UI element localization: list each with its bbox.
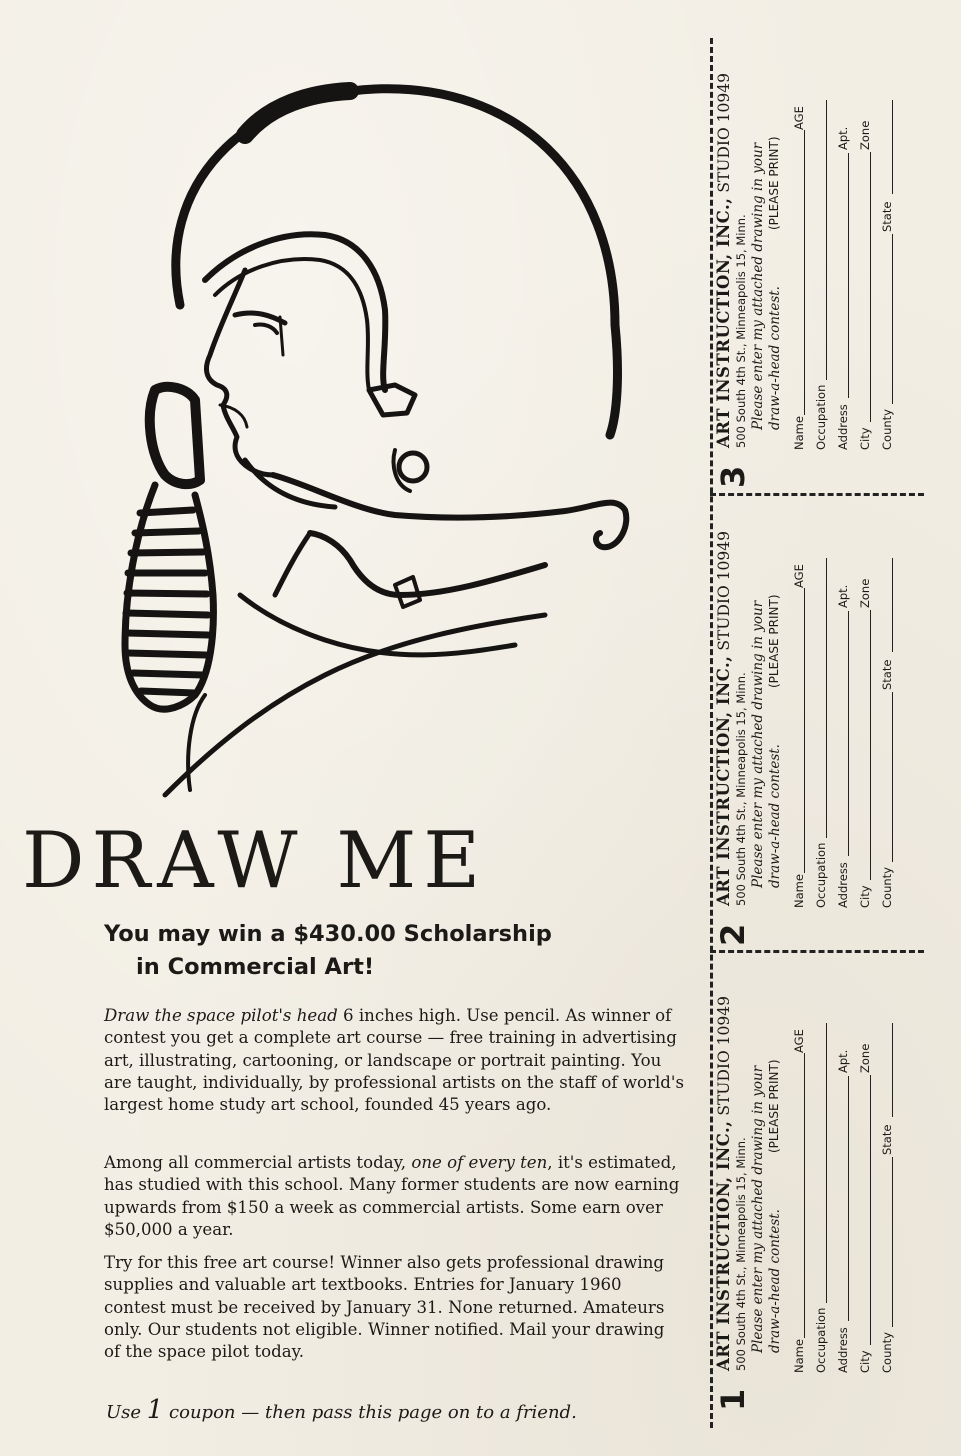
field-row-city[interactable] [856,100,874,450]
field-row-name[interactable] [790,1023,808,1373]
body-paragraph-2 [104,1152,684,1241]
ear-disc [399,453,427,481]
field-row-city[interactable] [856,1023,874,1373]
city-field[interactable] [870,610,871,880]
coupon-address: 500 South 4th St., Minneapolis 15, Minn. [734,214,748,448]
address-field[interactable] [848,611,849,856]
field-row-occupation[interactable] [812,1023,830,1373]
city-field[interactable] [870,1075,871,1345]
subheadline-line-1: You may win a $430.00 Scholarship [104,921,552,947]
body-paragraph-1 [104,1005,684,1116]
coupon-company: ART INSTRUCTION, INC., STUDIO 10949 [714,73,733,448]
p1-italic-lead: Draw the space pilot's head [104,1006,338,1025]
zone-label: Zone [858,578,872,608]
address-label: Address [836,862,850,908]
p1-text: 6 inches high. Use pencil. As winner of contest you get a complete art course — free training in advertising art, illustrating, cartooning, or landscape or portrait painting. You are taught, individually, by professional artists on the staff of world's largest home study art school, founded 45 years ago. [104,1006,684,1115]
state-label: State [880,201,894,232]
footer-use: Use [106,1402,147,1423]
coupon-2[interactable] [714,496,924,948]
occupation-label: Occupation [814,842,828,908]
state-field[interactable] [892,100,893,194]
name-label: Name [792,874,806,908]
body-paragraph-3: Try for this free art course! Winner also gets professional drawing supplies and valuable art textbooks. Entries for January 1960 contest must be received by January 31. None returned. Amateurs only. Our students not eligible. Winner notified. Mail your drawing of the space pilot today. [104,1253,665,1362]
name-field[interactable] [804,130,805,415]
address-field[interactable] [848,153,849,398]
oxygen-mask [150,387,200,484]
coupon-1[interactable] [714,953,924,1413]
state-field[interactable] [892,1023,893,1117]
age-label: AGE [792,1029,806,1053]
field-row-occupation[interactable] [812,100,830,450]
occupation-field[interactable] [826,100,827,380]
name-field[interactable] [804,1053,805,1338]
coupon-entry-line-1: Please enter my attached drawing in your [750,600,766,888]
county-field[interactable] [892,234,893,404]
coupon-entry-line-2: draw-a-head contest. (PLEASE PRINT) [767,594,783,888]
coupon-entry-line-1: Please enter my attached drawing in your [750,142,766,430]
space-pilot-illustration [95,55,665,815]
coupon-number: 3 [714,465,752,488]
address-label: Address [836,1327,850,1373]
city-label: City [858,885,872,908]
occupation-label: Occupation [814,1307,828,1373]
address-field[interactable] [848,1076,849,1321]
field-row-occupation[interactable] [812,558,830,908]
occupation-label: Occupation [814,384,828,450]
apt-label: Apt. [836,1049,850,1073]
coupon-3[interactable] [714,38,924,490]
name-label: Name [792,1339,806,1373]
county-field[interactable] [892,692,893,862]
coupon-entry-line-2: draw-a-head contest. (PLEASE PRINT) [767,1059,783,1353]
p2-italic: one of every ten [411,1153,548,1172]
footer-rest: coupon — then pass this page on to a friend. [163,1402,577,1423]
city-field[interactable] [870,152,871,422]
face-profile [206,270,273,475]
name-label: Name [792,416,806,450]
county-field[interactable] [892,1157,893,1327]
occupation-field[interactable] [826,558,827,838]
field-row-address[interactable] [834,558,852,908]
occupation-field[interactable] [826,1023,827,1303]
apt-label: Apt. [836,126,850,150]
state-label: State [880,659,894,690]
zone-label: Zone [858,1043,872,1073]
p2-after: , it's estimated, has studied with this school. Many former students are now earning upwards from $150 a week as commercial artists. Some earn over $50,000 a year. [104,1153,680,1239]
field-row-county[interactable] [878,558,896,908]
coupon-number: 2 [714,923,752,946]
footer-line [106,1395,686,1425]
county-label: County [880,1332,894,1373]
headline: DRAW ME [22,816,488,906]
field-row-name[interactable] [790,100,808,450]
field-row-city[interactable] [856,558,874,908]
cut-line-vertical [710,38,713,1428]
county-label: County [880,409,894,450]
state-field[interactable] [892,558,893,652]
name-field[interactable] [804,588,805,873]
field-row-county[interactable] [878,1023,896,1373]
field-row-address[interactable] [834,1023,852,1373]
age-label: AGE [792,106,806,130]
coupon-address: 500 South 4th St., Minneapolis 15, Minn. [734,1137,748,1371]
city-label: City [858,1350,872,1373]
p2-before: Among all commercial artists today, [104,1153,412,1172]
subheadline-line-2: in Commercial Art! [136,954,375,980]
city-label: City [858,427,872,450]
coupon-company: ART INSTRUCTION, INC., STUDIO 10949 [714,996,733,1371]
age-label: AGE [792,564,806,588]
coupon-address: 500 South 4th St., Minneapolis 15, Minn. [734,672,748,906]
coupon-entry-line-2: draw-a-head contest. (PLEASE PRINT) [767,136,783,430]
footer-number: 1 [146,1395,164,1425]
coupon-number: 1 [714,1388,752,1411]
field-row-name[interactable] [790,558,808,908]
apt-label: Apt. [836,584,850,608]
subheadline [104,918,664,984]
coupon-company: ART INSTRUCTION, INC., STUDIO 10949 [714,531,733,906]
zone-label: Zone [858,120,872,150]
state-label: State [880,1124,894,1155]
county-label: County [880,867,894,908]
coupon-entry-line-1: Please enter my attached drawing in your [750,1065,766,1353]
field-row-address[interactable] [834,100,852,450]
coupon-strip [694,38,924,1428]
field-row-county[interactable] [878,100,896,450]
address-label: Address [836,404,850,450]
